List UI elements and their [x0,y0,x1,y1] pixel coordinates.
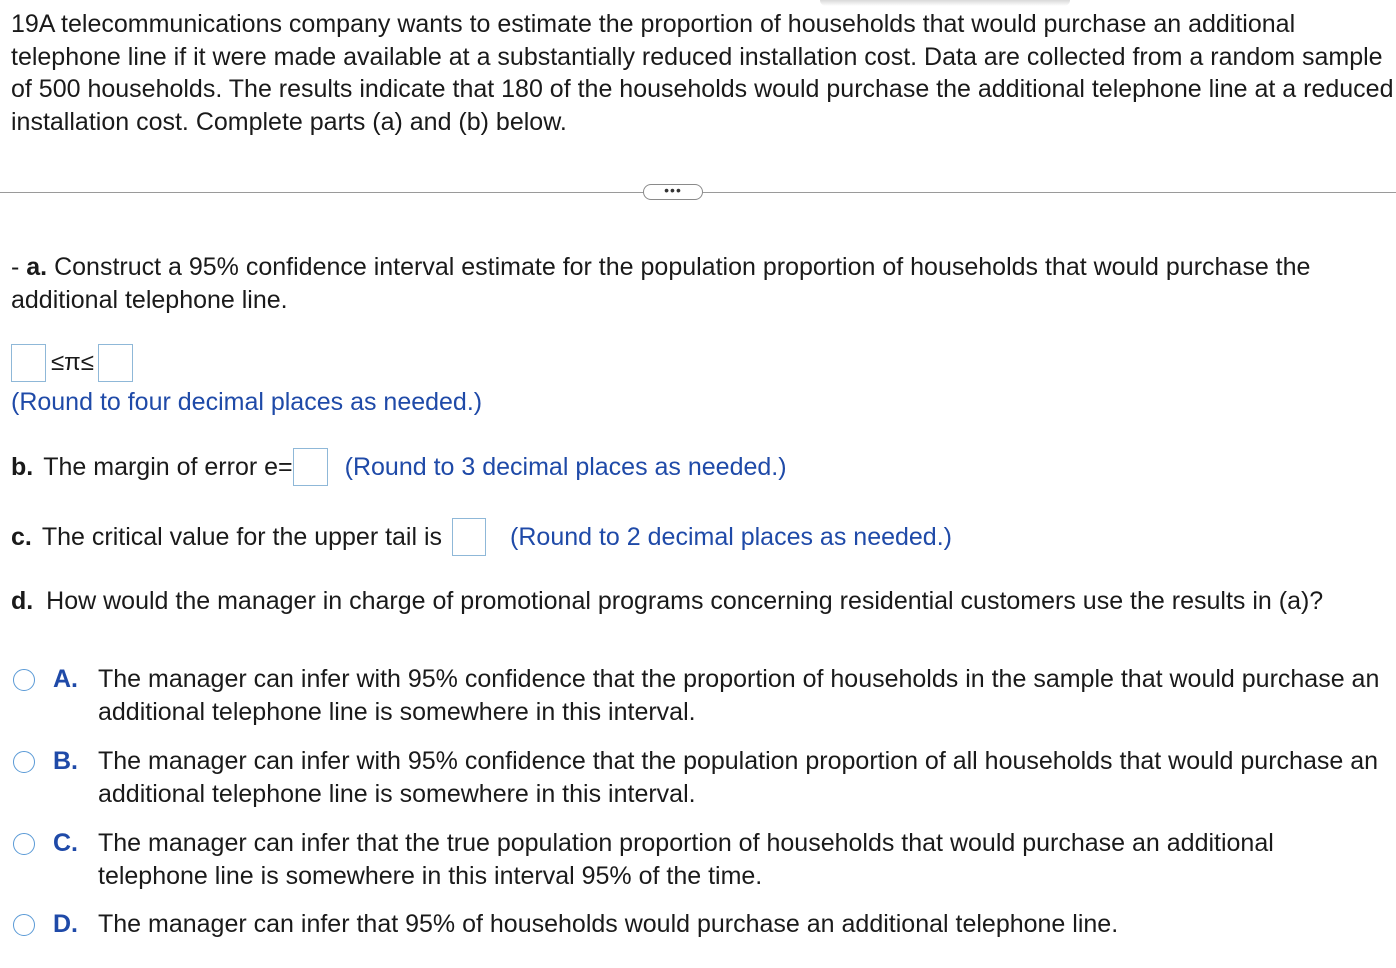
top-shadow [820,0,1070,6]
part-a-question-text: Construct a 95% confidence interval estimate for the population proportion of households that would purchase the additional telephone line. [11,253,1311,314]
part-b-question: The margin of error e= [43,452,293,481]
upper-bound-input[interactable] [98,344,133,382]
part-a-question [11,251,1391,316]
option-d-letter: D. [53,910,78,938]
part-d-question [11,585,1323,618]
collapse-toggle[interactable]: - [11,253,20,281]
part-b-hint: (Round to 3 decimal places as needed.) [344,452,787,481]
option-a[interactable] [13,663,1383,728]
part-c-row [11,518,952,556]
part-d-question-text: How would the manager in charge of promotional programs concerning residential customers use the results in (a)? [46,587,1324,615]
option-a-text: The manager can infer with 95% confidence that the proportion of households in the sample that would purchase an additional telephone line is somewhere in this interval. [98,665,1380,726]
part-b-row [11,448,787,486]
option-d[interactable] [13,908,1383,941]
lower-bound-input[interactable] [11,344,46,382]
radio-b[interactable] [13,751,35,773]
option-b-letter: B. [53,747,78,775]
ellipsis-icon: ••• [664,182,682,198]
option-a-letter: A. [53,665,78,693]
radio-a[interactable] [13,669,35,691]
radio-d[interactable] [13,914,35,936]
expand-button[interactable] [643,184,703,200]
part-c-label: c. [11,522,32,551]
radio-c[interactable] [13,833,35,855]
problem-statement: 19A telecommunications company wants to estimate the proportion of households that would purchase an additional telephone line if it were made available at a substantially reduced installation cost. Data are collected from a random sample of 500 households. The results indicate that 180 of the households would purchase the additional telephone line at a reduced installation cost. Complete parts (a) and (b) below. [11,10,1394,136]
part-b-label: b. [11,452,34,481]
part-a-hint: (Round to four decimal places as needed.) [11,388,483,416]
critical-value-input[interactable] [452,518,486,556]
option-d-text: The manager can infer that 95% of households would purchase an additional telephone line. [98,910,1119,938]
option-c-text: The manager can infer that the true population proportion of households that would purchase an additional telephone line is somewhere in this interval 95% of the time. [98,829,1274,890]
option-c-letter: C. [53,829,78,857]
inequality-symbol: ≤π≤ [51,349,94,376]
option-c[interactable] [13,827,1383,892]
part-c-hint: (Round to 2 decimal places as needed.) [510,522,952,551]
option-b-text: The manager can infer with 95% confidence that the population proportion of all households that would purchase an additional telephone line is somewhere in this interval. [98,747,1379,808]
part-d-label: d. [11,587,34,615]
margin-of-error-input[interactable] [293,448,328,486]
confidence-interval-row [11,344,133,382]
part-c-question: The critical value for the upper tail is [41,522,443,551]
part-a-label: a. [26,253,48,281]
option-b[interactable] [13,745,1383,810]
